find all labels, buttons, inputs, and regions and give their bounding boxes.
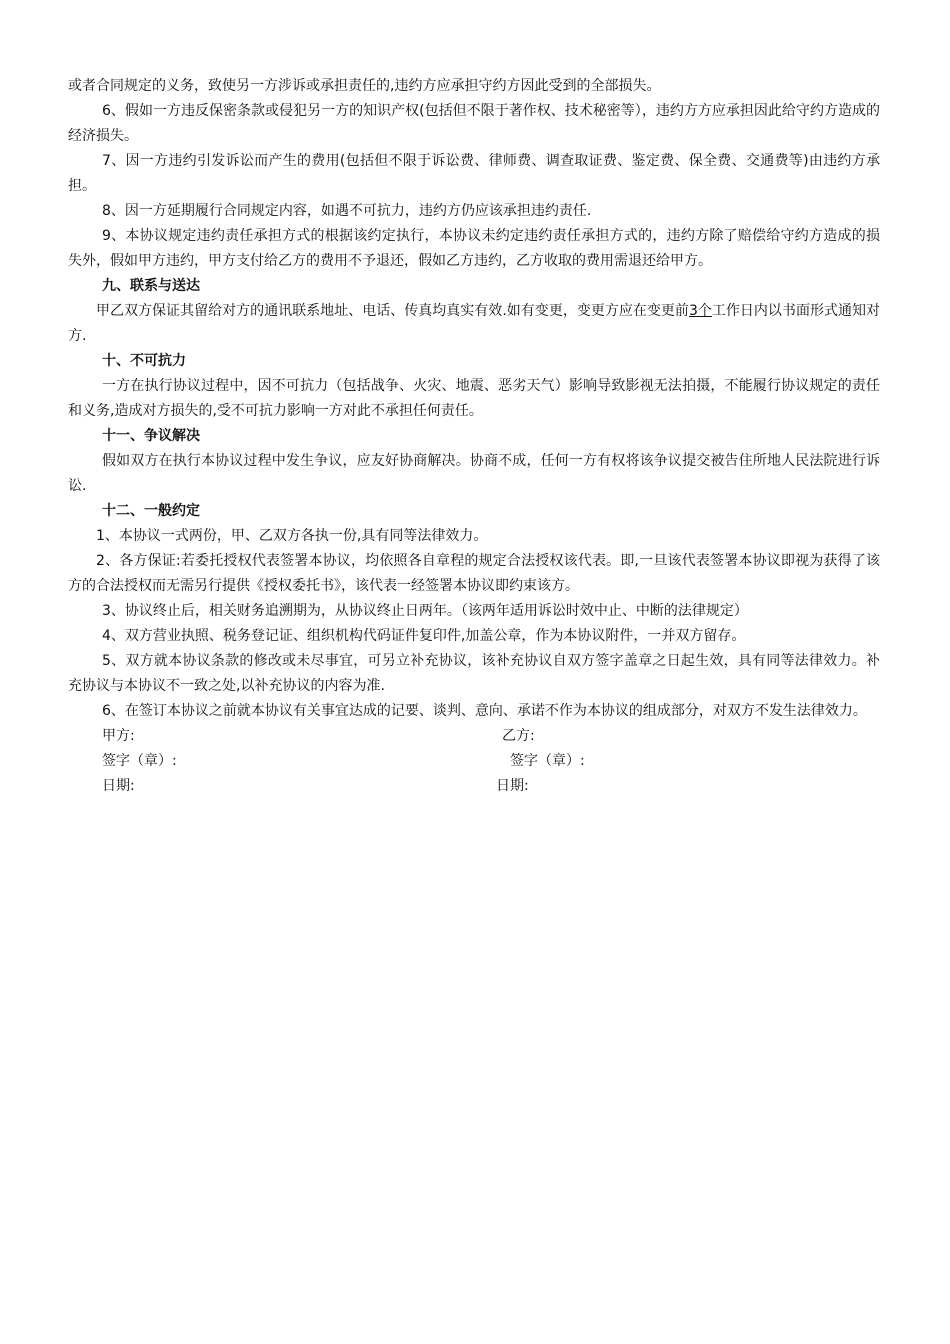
clause-12-5: 5、双方就本协议条款的修改或未尽事宜，可另立补充协议，该补充协议自双方签字盖章之日起生效，具有同等法律效力。补充协议与本协议不一致之处,以补充协议的内容为准. [68, 653, 880, 694]
clause-12-2: 2、各方保证:若委托授权代表签署本协议，均依照各自章程的规定合法授权该代表。即,一旦该代表签署本协议即视为获得了该方的合法授权而无需另行提供《授权委托书》，该代表一经签署本协议即约束该方。 [68, 553, 880, 594]
clause-12-4: 4、双方营业执照、税务登记证、组织机构代码证件复印件,加盖公章，作为本协议附件，一并双方留存。 [102, 628, 746, 644]
paragraph-continuation: 或者合同规定的义务，致使另一方涉诉或承担责任的,违约方应承担守约方因此受到的全部损失。 [68, 78, 661, 94]
clause-8-7: 7、因一方违约引发诉讼而产生的费用(包括但不限于诉讼费、律师费、调查取证费、鉴定费、保全费、交通费等)由违约方承担。 [68, 153, 880, 194]
section-heading-12: 十二、一般约定 [102, 503, 200, 519]
section-10-text: 一方在执行协议过程中，因不可抗力（包括战争、火灾、地震、恶劣天气）影响导致影视无法拍摄，不能履行协议规定的责任和义务,造成对方损失的,受不可抗力影响一方对此不承担任何责任。 [68, 378, 880, 419]
notice-days: 3个 [688, 303, 712, 319]
section-9-text [68, 299, 880, 349]
document-body [68, 74, 880, 799]
section-9-text-a: 甲乙双方保证其留给对方的通讯联系地址、电话、传真均真实有效.如有变更，变更方应在变更前 [96, 303, 689, 319]
party-a-date-label: 日期: [102, 778, 135, 794]
clause-12-1: 1、本协议一式两份，甲、乙双方各执一份,具有同等法律效力。 [96, 528, 488, 544]
signature-row-sign [68, 749, 880, 774]
clause-12-3: 3、协议终止后，相关财务追溯期为，从协议终止日两年。（该两年适用诉讼时效中止、中断的法律规定） [102, 603, 748, 619]
clause-8-8: 8、因一方延期履行合同规定内容，如遇不可抗力，违约方仍应该承担违约责任. [102, 203, 592, 219]
party-b-sign-label: 签字（章）: [510, 753, 585, 769]
party-a-label: 甲方: [102, 728, 135, 744]
section-heading-10: 十、不可抗力 [102, 353, 186, 369]
section-heading-9: 九、联系与送达 [102, 278, 200, 294]
clause-8-6: 6、假如一方违反保密条款或侵犯另一方的知识产权(包括但不限于著作权、技术秘密等），违约方方应承担因此给守约方造成的经济损失。 [68, 103, 880, 144]
party-a-sign-label: 签字（章）: [102, 753, 177, 769]
section-heading-11: 十一、争议解决 [102, 428, 200, 444]
signature-row-date [68, 774, 880, 799]
party-b-label: 乙方: [502, 728, 535, 744]
party-b-date-label: 日期: [496, 778, 529, 794]
section-9-text-b: 工作日内以书面形式通知对方. [68, 303, 880, 344]
clause-12-6: 6、在签订本协议之前就本协议有关事宜达成的记要、谈判、意向、承诺不作为本协议的组成部分，对双方不发生法律效力。 [102, 703, 867, 719]
signature-row-party [68, 724, 880, 749]
clause-8-9: 9、本协议规定违约责任承担方式的根据该约定执行，本协议未约定违约责任承担方式的，违约方除了赔偿给守约方造成的损失外，假如甲方违约，甲方支付给乙方的费用不予退还，假如乙方违约，乙方收取的费用需退还给甲方。 [68, 228, 880, 269]
section-11-text: 假如双方在执行本协议过程中发生争议，应友好协商解决。协商不成，任何一方有权将该争议提交被告住所地人民法院进行诉讼. [68, 453, 880, 494]
